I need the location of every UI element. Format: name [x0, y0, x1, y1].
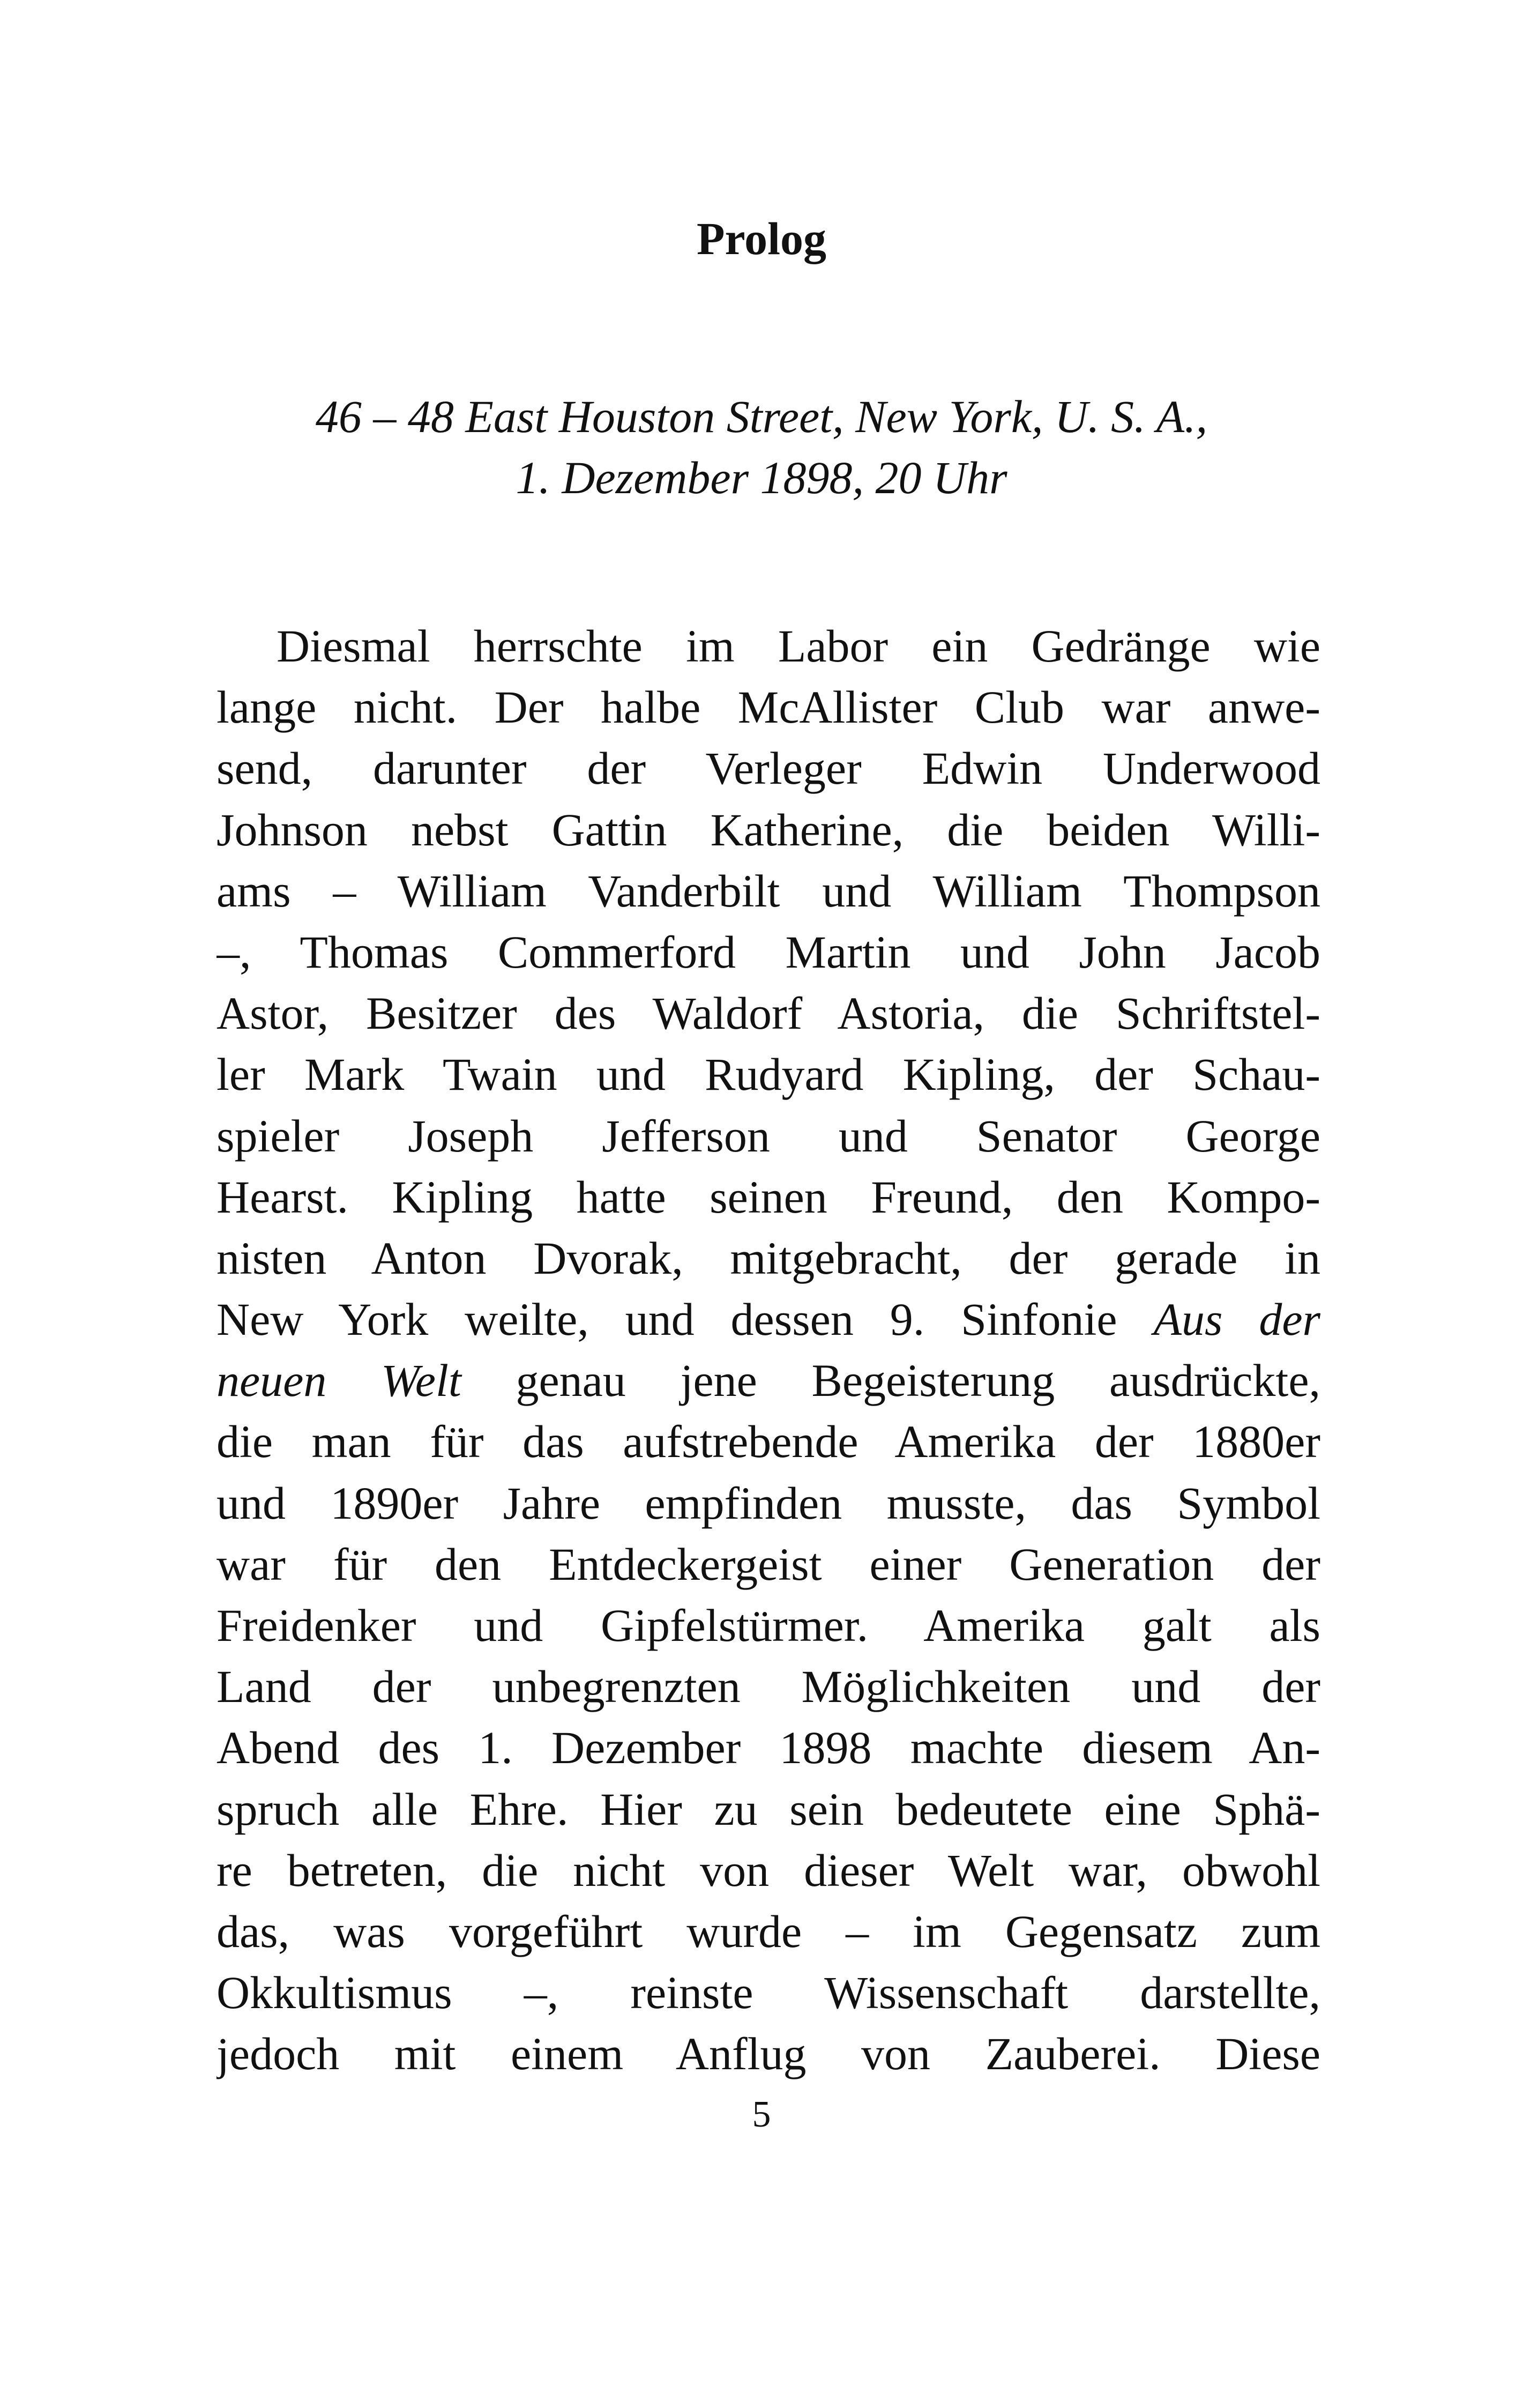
text-line: ams – William Vanderbilt und William Thompson — [216, 865, 1320, 917]
location-line-1: 46 – 48 East Houston Street, New York, U. S. A., — [315, 391, 1208, 442]
text-line: Hearst. Kipling hatte seinen Freund, den Kompo- — [216, 1171, 1320, 1223]
text-line: Freidenker und Gipfelstürmer. Amerika galt als — [216, 1600, 1320, 1651]
text-line: Diesmal herrschte im Labor ein Gedränge wie — [277, 620, 1320, 672]
text-line — [216, 1350, 1320, 1411]
text-segment: genau jene Begeisterung ausdrückte, — [461, 1355, 1320, 1407]
chapter-title: Prolog — [696, 213, 827, 264]
text-line: ler Mark Twain und Rudyard Kipling, der Schau- — [216, 1049, 1320, 1101]
text-segment: New York weilte, und dessen 9. Sinfonie — [216, 1294, 1154, 1346]
text-line: war für den Entdeckergeist einer Generation der — [216, 1538, 1320, 1590]
text-line: Johnson nebst Gattin Katherine, die beiden Willi- — [216, 804, 1320, 856]
text-line — [216, 1289, 1320, 1350]
text-line: die man für das aufstrebende Amerika der 1880er — [216, 1416, 1320, 1468]
text-line: jedoch mit einem Anflug von Zauberei. Diese — [216, 2028, 1320, 2080]
location-heading — [0, 386, 1523, 508]
text-line: lange nicht. Der halbe McAllister Club war anwe- — [216, 681, 1320, 733]
text-line: re betreten, die nicht von dieser Welt war, obwohl — [216, 1844, 1320, 1896]
text-line: Astor, Besitzer des Waldorf Astoria, die Schriftstel- — [216, 987, 1320, 1039]
text-line: send, darunter der Verleger Edwin Underwood — [216, 742, 1320, 794]
text-line: und 1890er Jahre empfinden musste, das Symbol — [216, 1477, 1320, 1529]
body-paragraph — [216, 615, 1320, 2085]
text-line: Okkultismus –, reinste Wissenschaft darstellte, — [216, 1967, 1320, 2019]
text-line: –, Thomas Commerford Martin und John Jacob — [216, 926, 1320, 978]
location-line-2: 1. Dezember 1898, 20 Uhr — [516, 452, 1007, 503]
italic-title: Aus der — [1153, 1294, 1320, 1346]
page-number: 5 — [752, 2094, 771, 2135]
text-line: spieler Joseph Jefferson und Senator George — [216, 1110, 1320, 1162]
text-line: spruch alle Ehre. Hier zu sein bedeutete eine Sphä- — [216, 1783, 1320, 1835]
text-line: Land der unbegrenzten Möglichkeiten und der — [216, 1661, 1320, 1713]
text-line: Abend des 1. Dezember 1898 machte diesem An- — [216, 1722, 1320, 1774]
text-line: das, was vorgeführt wurde – im Gegensatz zum — [216, 1905, 1320, 1957]
italic-title: neuen Welt — [216, 1355, 461, 1407]
text-line: nisten Anton Dvorak, mitgebracht, der gerade in — [216, 1232, 1320, 1284]
